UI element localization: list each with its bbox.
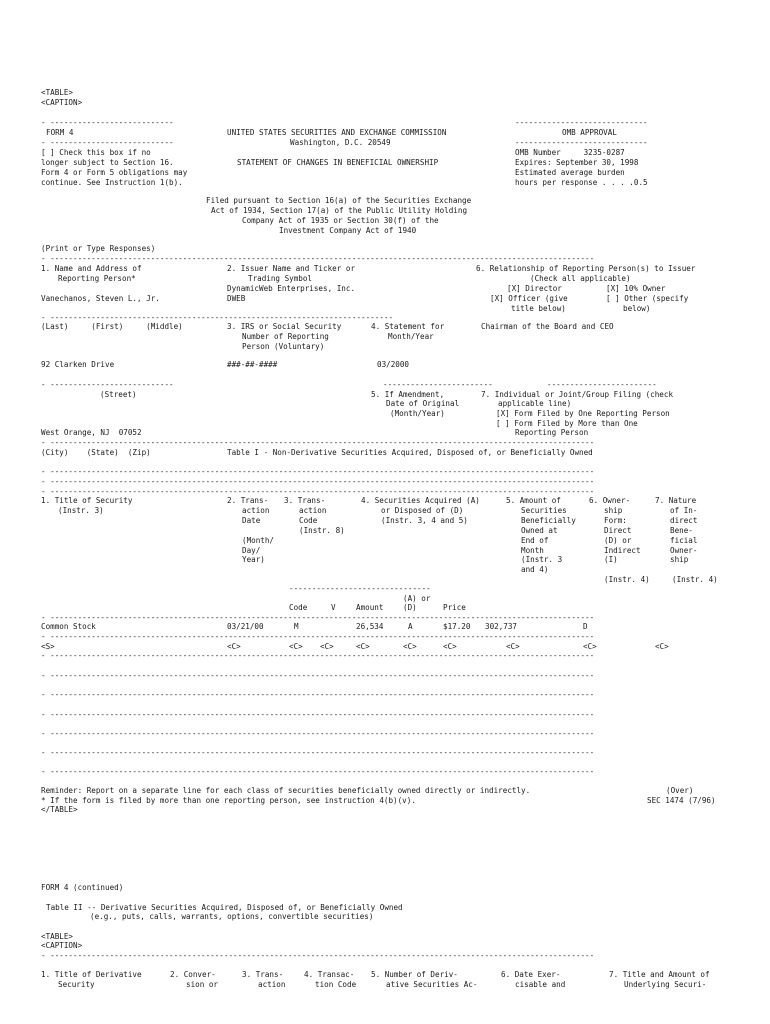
- rule-line: - -----------------------------------------------------------------------------------------------------------------------: [41, 632, 595, 641]
- rule-line: -----------------------------: [515, 118, 648, 127]
- text-line: <C>: [583, 642, 597, 651]
- text-line: action: [242, 506, 270, 515]
- rule-line: -------------------------------: [289, 584, 431, 593]
- text-line: Underlying Securi-: [624, 980, 707, 989]
- text-line: SEC 1474 (7/96): [647, 796, 716, 805]
- text-line: Number of Reporting: [242, 332, 329, 341]
- text-line: [X] 10% Owner: [606, 284, 666, 293]
- text-line: (e.g., puts, calls, warrants, options, convertible securities): [90, 912, 374, 921]
- text-line: <C>: [506, 642, 520, 651]
- text-line: [ ] Other (specify: [606, 294, 689, 303]
- text-line: (Month/: [242, 536, 275, 545]
- text-line: ficial: [670, 536, 698, 545]
- text-line: Code: [299, 516, 318, 525]
- text-line: OMB Number 3235-0287: [515, 148, 625, 157]
- rule-line: - -----------------------------------------------------------------------------------------------------------------------: [41, 487, 595, 496]
- rule-line: - -----------------------------------------------------------------------------------------------------------------------: [41, 710, 595, 719]
- text-line: 302,737: [485, 622, 518, 631]
- rule-line: ------------------------: [383, 380, 493, 389]
- text-line: 5. Number of Deriv-: [371, 970, 458, 979]
- text-line: (D): [403, 603, 417, 612]
- text-line: ship: [670, 555, 689, 564]
- text-line: 7. Nature: [655, 496, 697, 505]
- text-line: 2. Conver-: [170, 970, 216, 979]
- text-line: (Street): [100, 390, 137, 399]
- text-line: Act of 1934, Section 17(a) of the Public Utility Holding: [211, 206, 468, 215]
- text-line: longer subject to Section 16.: [41, 158, 174, 167]
- text-line: [ ] Check this box if no: [41, 148, 151, 157]
- text-line: Common Stock: [41, 622, 96, 631]
- text-line: M: [294, 622, 299, 631]
- text-line: Month: [521, 546, 544, 555]
- text-line: 2. Issuer Name and Ticker or: [227, 264, 356, 273]
- text-line: OMB APPROVAL: [562, 128, 617, 137]
- text-line: 03/2000: [377, 360, 410, 369]
- text-line: ative Securities Ac-: [386, 980, 478, 989]
- text-line: Chairman of the Board and CEO: [481, 322, 614, 331]
- text-line: <C>: [227, 642, 241, 651]
- text-line: Reporting Person*: [58, 274, 136, 283]
- text-line: FORM 4 (continued): [41, 883, 124, 892]
- text-line: Expires: September 30, 1998: [515, 158, 639, 167]
- text-line: DynamicWeb Enterprises, Inc.: [227, 284, 356, 293]
- text-line: Securities: [521, 506, 567, 515]
- text-line: or Disposed of (D): [381, 506, 464, 515]
- text-line: Vanechanos, Steven L., Jr.: [41, 294, 160, 303]
- text-line: Reminder: Report on a separate line for each class of securities beneficially owned directly or indirectly.: [41, 786, 531, 795]
- text-line: V: [331, 603, 336, 612]
- text-line: <C>: [655, 642, 669, 651]
- text-line: Month/Year: [388, 332, 434, 341]
- text-line: Form 4 or Form 5 obligations may: [41, 168, 188, 177]
- text-line: (D) or: [604, 536, 632, 545]
- text-line: of In-: [670, 506, 698, 515]
- text-line: <CAPTION>: [41, 98, 83, 107]
- text-line: below): [623, 304, 651, 313]
- text-line: 6. Relationship of Reporting Person(s) to Issuer: [476, 264, 696, 273]
- text-line: (A) or: [403, 594, 431, 603]
- text-line: <C>: [356, 642, 370, 651]
- rule-line: - -----------------------------------------------------------------------------------------------------------------------: [41, 651, 595, 660]
- text-line: Date: [242, 516, 261, 525]
- text-line: 3. Trans-: [284, 496, 326, 505]
- text-line: STATEMENT OF CHANGES IN BENEFICIAL OWNERSHIP: [237, 158, 439, 167]
- text-line: cisable and: [515, 980, 566, 989]
- text-line: Reporting Person: [515, 428, 589, 437]
- rule-line: - -----------------------------------------------------------------------------------------------------------------------: [41, 613, 595, 622]
- text-line: continue. See Instruction 1(b).: [41, 178, 183, 187]
- text-line: (Print or Type Responses): [41, 244, 156, 253]
- text-line: * If the form is filed by more than one reporting person, see instruction 4(b)(v).: [41, 796, 416, 805]
- text-line: direct: [670, 516, 698, 525]
- text-line: 1. Title of Derivative: [41, 970, 142, 979]
- text-line: [ ] Form Filed by More than One: [496, 419, 638, 428]
- rule-line: - -----------------------------------------------------------------------------------------------------------------------: [41, 671, 595, 680]
- text-line: Owned at: [521, 526, 558, 535]
- text-line: 3. Trans-: [242, 970, 284, 979]
- text-line: <TABLE>: [41, 88, 74, 97]
- rule-line: - ---------------------------------------------------------------------------: [41, 313, 394, 322]
- text-line: ship: [604, 506, 623, 515]
- text-line: Investment Company Act of 1940: [279, 226, 417, 235]
- text-line: (Check all applicable): [530, 274, 631, 283]
- text-line: 4. Statement for: [371, 322, 445, 331]
- text-line: (Instr. 3, 4 and 5): [381, 516, 468, 525]
- text-line: Estimated average burden: [515, 168, 625, 177]
- text-line: <C>: [289, 642, 303, 651]
- text-line: 1. Name and Address of: [41, 264, 142, 273]
- rule-line: - ---------------------------: [41, 380, 174, 389]
- text-line: action: [299, 506, 327, 515]
- text-line: <CAPTION>: [41, 941, 83, 950]
- rule-line: - -----------------------------------------------------------------------------------------------------------------------: [41, 690, 595, 699]
- text-line: D: [583, 622, 588, 631]
- rule-line: -----------------------------: [515, 138, 648, 147]
- text-line: Owner-: [670, 546, 698, 555]
- text-line: Direct: [604, 526, 632, 535]
- text-line: 03/21/00: [227, 622, 264, 631]
- text-line: (City) (State) (Zip): [41, 448, 151, 457]
- text-line: 7. Individual or Joint/Group Filing (check: [481, 390, 674, 399]
- text-line: <TABLE>: [41, 932, 74, 941]
- text-line: [X] Officer (give: [490, 294, 568, 303]
- text-line: (Last) (First) (Middle): [41, 322, 183, 331]
- text-line: A: [408, 622, 413, 631]
- text-line: Washington, D.C. 20549: [290, 138, 391, 147]
- text-line: <C>: [443, 642, 457, 651]
- text-line: Date of Original: [386, 399, 460, 408]
- text-line: 5. If Amendment,: [371, 390, 445, 399]
- text-line: UNITED STATES SECURITIES AND EXCHANGE COMMISSION: [227, 128, 447, 137]
- text-line: End of: [521, 536, 549, 545]
- text-line: (Instr. 8): [299, 526, 345, 535]
- text-line: <C>: [320, 642, 334, 651]
- text-line: sion or: [186, 980, 219, 989]
- text-line: 2. Trans-: [227, 496, 269, 505]
- text-line: ###-##-####: [227, 360, 278, 369]
- text-line: action: [258, 980, 286, 989]
- text-line: and 4): [521, 565, 549, 574]
- text-line: Person (Voluntary): [242, 342, 325, 351]
- rule-line: - -----------------------------------------------------------------------------------------------------------------------: [41, 767, 595, 776]
- text-line: (Over): [666, 786, 694, 795]
- text-line: Trading Symbol: [248, 274, 313, 283]
- text-line: 7. Title and Amount of: [609, 970, 710, 979]
- text-line: Beneficially: [521, 516, 576, 525]
- rule-line: - -----------------------------------------------------------------------------------------------------------------------: [41, 748, 595, 757]
- rule-line: - -----------------------------------------------------------------------------------------------------------------------: [41, 438, 595, 447]
- text-line: West Orange, NJ 07052: [41, 428, 142, 437]
- rule-line: - -----------------------------------------------------------------------------------------------------------------------: [41, 951, 595, 960]
- text-line: $17.20: [443, 622, 471, 631]
- text-line: Day/: [242, 546, 261, 555]
- text-line: (Instr. 4): [672, 575, 718, 584]
- rule-line: - -----------------------------------------------------------------------------------------------------------------------: [41, 477, 595, 486]
- text-line: Indirect: [604, 546, 641, 555]
- text-line: Amount: [356, 603, 384, 612]
- rule-line: - -----------------------------------------------------------------------------------------------------------------------: [41, 729, 595, 738]
- text-line: Price: [443, 603, 466, 612]
- text-line: Company Act of 1935 or Section 30(f) of the: [242, 216, 439, 225]
- text-line: <C>: [403, 642, 417, 651]
- text-line: 4. Securities Acquired (A): [361, 496, 480, 505]
- text-line: (I): [604, 555, 618, 564]
- text-line: [X] Director: [507, 284, 562, 293]
- text-line: 3. IRS or Social Security: [227, 322, 342, 331]
- text-line: Bene-: [670, 526, 693, 535]
- text-line: 6. Date Exer-: [501, 970, 561, 979]
- rule-line: - ---------------------------: [41, 118, 174, 127]
- text-line: Form:: [604, 516, 627, 525]
- text-line: 6. Owner-: [589, 496, 631, 505]
- text-line: tion Code: [315, 980, 357, 989]
- text-line: (Month/Year): [390, 409, 445, 418]
- text-line: Filed pursuant to Section 16(a) of the Securities Exchange: [206, 196, 472, 205]
- text-line: Security: [58, 980, 95, 989]
- text-line: [X] Form Filed by One Reporting Person: [496, 409, 670, 418]
- text-line: (Instr. 3): [58, 506, 104, 515]
- text-line: hours per response . . . .0.5: [515, 178, 648, 187]
- text-line: (Instr. 3: [521, 555, 563, 564]
- text-line: DWEB: [227, 294, 246, 303]
- text-line: Table I - Non-Derivative Securities Acquired, Disposed of, or Beneficially Owned: [227, 448, 593, 457]
- text-line: 92 Clarken Drive: [41, 360, 115, 369]
- rule-line: - ---------------------------: [41, 138, 174, 147]
- text-line: Table II -- Derivative Securities Acquired, Disposed of, or Beneficially Owned: [46, 903, 403, 912]
- text-line: 26,534: [356, 622, 384, 631]
- rule-line: - -----------------------------------------------------------------------------------------------------------------------: [41, 467, 595, 476]
- text-line: 5. Amount of: [506, 496, 561, 505]
- text-line: Code: [289, 603, 308, 612]
- text-line: </TABLE>: [41, 805, 78, 814]
- rule-line: - -----------------------------------------------------------------------------------------------------------------------: [41, 254, 595, 263]
- text-line: 4. Transac-: [304, 970, 355, 979]
- text-line: Year): [242, 555, 265, 564]
- text-line: applicable line): [498, 399, 572, 408]
- text-line: (Instr. 4): [604, 575, 650, 584]
- text-line: 1. Title of Security: [41, 496, 133, 505]
- rule-line: ------------------------: [547, 380, 657, 389]
- text-line: title below): [511, 304, 566, 313]
- text-line: FORM 4: [46, 128, 74, 137]
- text-line: <S>: [41, 642, 55, 651]
